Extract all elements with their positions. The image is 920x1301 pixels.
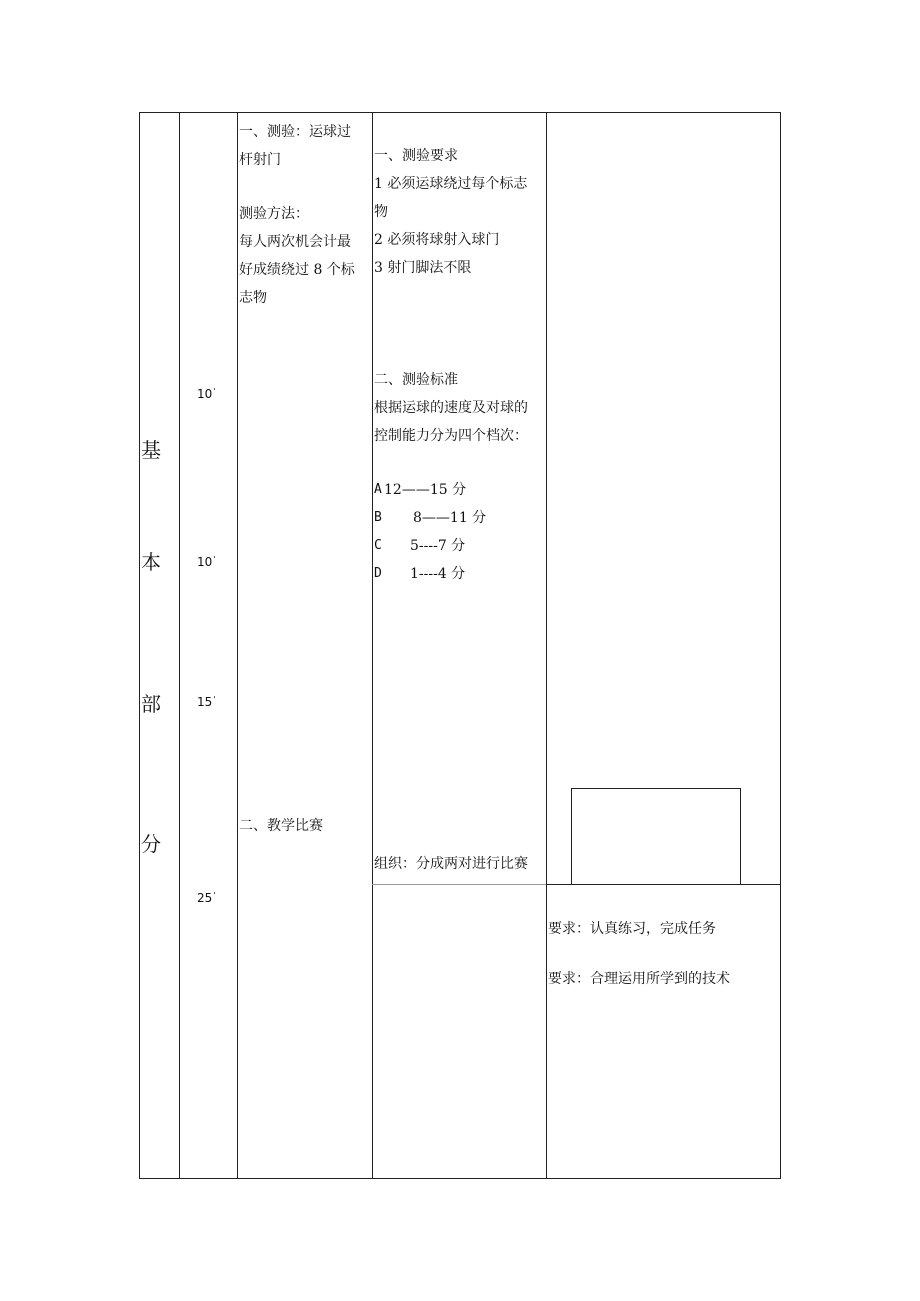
minute-2: 10 ' — [197, 555, 215, 569]
organization-text: 组织：分成两对进行比赛 — [374, 856, 528, 872]
col-divider-4 — [546, 112, 547, 1179]
item1-title-line2: 杆射门 — [239, 152, 281, 168]
method-line-2: 好成绩绕过 8 个标 — [239, 262, 355, 278]
grade-letter-d: D — [374, 566, 382, 581]
minute-4: 25 ' — [197, 891, 215, 905]
grade-range-d: 1----4 分 — [410, 566, 466, 582]
grade-letter-a: A — [374, 482, 382, 497]
req-line-3: 2 必须将球射入球门 — [374, 232, 500, 248]
grade-letter-b: B — [374, 510, 382, 525]
req-heading-2: 二、测验标准 — [374, 372, 458, 388]
minute-3: 15 ' — [197, 695, 215, 709]
grade-range-c: 5----7 分 — [410, 538, 466, 554]
req-line-1: 1 必须运球绕过每个标志 — [374, 176, 528, 192]
table-border-bottom — [139, 1178, 781, 1179]
table-border-top — [139, 112, 781, 113]
minute-1: 10 ' — [197, 387, 215, 401]
col-divider-1 — [179, 112, 180, 1179]
note-req-1: 要求：认真练习，完成任务 — [548, 921, 716, 937]
field-diagram-box — [571, 788, 741, 885]
item2-title: 二、教学比赛 — [239, 818, 323, 834]
req-heading-1: 一、测验要求 — [374, 148, 458, 164]
section-char-1: 基 — [141, 438, 161, 462]
req-line-4: 3 射门脚法不限 — [374, 260, 472, 276]
table-border-right — [780, 112, 781, 1179]
standard-line-1: 根据运球的速度及对球的 — [374, 400, 528, 416]
standard-line-2: 控制能力分为四个档次： — [374, 428, 528, 444]
grade-range-a: 12——15 分 — [384, 482, 467, 498]
section-char-3: 部 — [141, 692, 161, 716]
note-req-2: 要求：合理运用所学到的技术 — [548, 971, 730, 987]
item1-title-line1: 一、测验：运球过 — [239, 124, 351, 140]
grade-letter-c: C — [374, 538, 382, 553]
section-char-4: 分 — [141, 832, 161, 856]
table-border-left — [139, 112, 140, 1179]
row-divider-org — [372, 884, 547, 885]
section-char-2: 本 — [141, 550, 161, 574]
col-divider-3 — [372, 112, 373, 1179]
req-line-2: 物 — [374, 204, 388, 220]
grade-range-b: 8——11 分 — [413, 510, 487, 526]
method-label: 测验方法： — [239, 206, 309, 222]
col-divider-2 — [237, 112, 238, 1179]
method-line-1: 每人两次机会计最 — [239, 234, 351, 250]
method-line-3: 志物 — [239, 290, 267, 306]
